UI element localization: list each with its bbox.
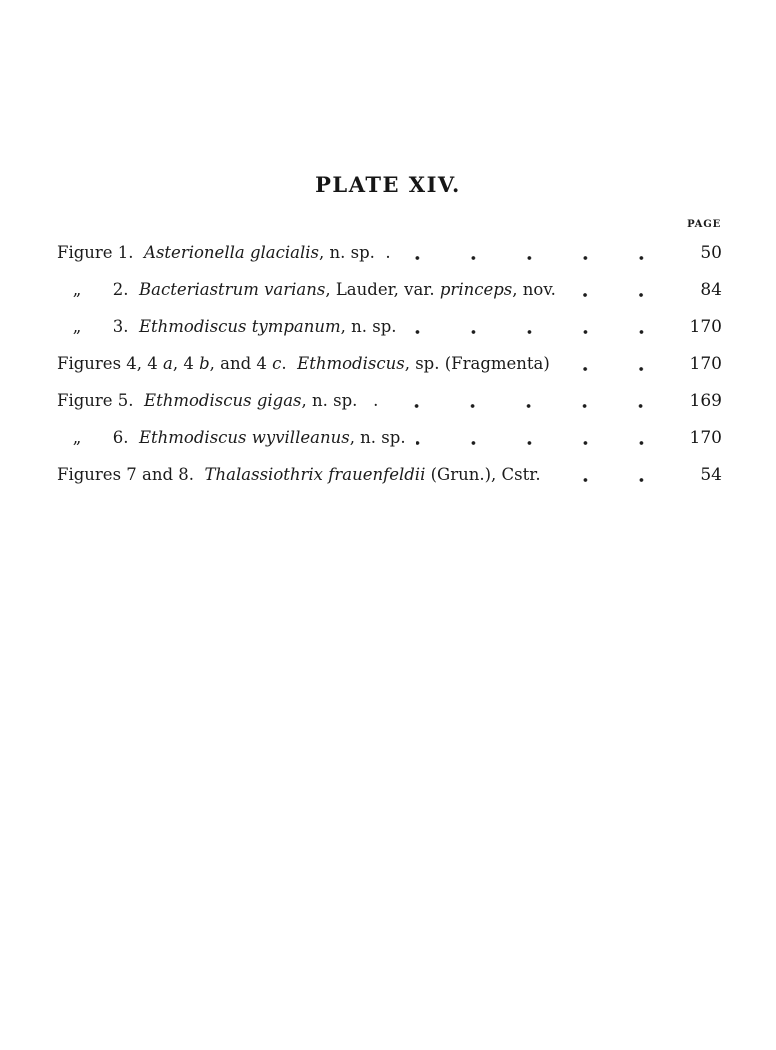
figure-entry [57,277,722,303]
entry-text-segment: , n. sp. . [301,391,379,410]
entry-text-segment: Figure 1. [57,243,145,262]
entry-text-segment: , 4 [172,354,200,373]
entry-text [57,314,397,340]
species-name: Ethmodiscus tympanum [138,317,341,336]
dot-leader [560,367,644,371]
entry-text-segment: , n. sp. [340,317,397,336]
species-name: a [163,354,173,373]
entry-text [57,425,406,451]
figure-list [57,240,722,499]
entry-text-segment: Figures 4, 4 [57,354,164,373]
species-name: Ethmodiscus gigas [144,391,302,410]
figure-entry [57,425,722,451]
species-name: princeps [439,280,513,299]
dot-leader [551,478,644,482]
entry-text-segment: , and 4 [209,354,273,373]
species-name: Ethmodiscus [297,354,405,373]
page-number: 170 [689,354,722,374]
figure-entry [57,240,722,266]
entry-text-segment: „ 6. [57,428,139,447]
entry-text-segment: , Lauder, var. [325,280,440,299]
entry-text-segment: , sp. (Fragmenta) [404,354,550,373]
entry-text-segment: . [281,354,298,373]
entry-text-segment: „ 3. [57,317,139,336]
entry-text-segment: , nov. [512,280,556,299]
page-number: 84 [700,280,722,300]
plate-title: PLATE XIV. [315,172,461,197]
dot-leader [416,441,644,445]
dot-leader [407,330,644,334]
dot-leader [388,404,644,408]
species-name: b [199,354,210,373]
entry-text-segment: „ 2. [57,280,139,299]
entry-text-segment: (Grun.), Cstr. [425,465,541,484]
figure-entry [57,314,722,340]
figure-entry [57,462,722,488]
entry-text-segment: Figure 5. [57,391,145,410]
species-name: Ethmodiscus wyvilleanus [138,428,350,447]
species-name: Bacteriastrum varians [138,280,326,299]
species-name: Asterionella glacialis [144,243,320,262]
page-number: 169 [689,391,722,411]
page-number: 170 [689,317,722,337]
entry-text-segment: , n. sp. [349,428,406,447]
page-number: 170 [689,428,722,448]
figure-entry [57,351,722,377]
entry-text [57,462,541,488]
page-number: 50 [700,243,722,263]
dot-leader [566,293,644,297]
page-column-header: PAGE [687,219,721,230]
entry-text-segment: , n. sp. . [319,243,391,262]
dot-leader [401,256,644,260]
entry-text [57,351,550,377]
entry-text [57,388,378,414]
entry-text [57,277,556,303]
entry-text-segment: Figures 7 and 8. [57,465,205,484]
figure-entry [57,388,722,414]
species-name: c [272,354,282,373]
page-number: 54 [700,465,722,485]
entry-text [57,240,391,266]
species-name: Thalassiothrix frauenfeldii [204,465,426,484]
